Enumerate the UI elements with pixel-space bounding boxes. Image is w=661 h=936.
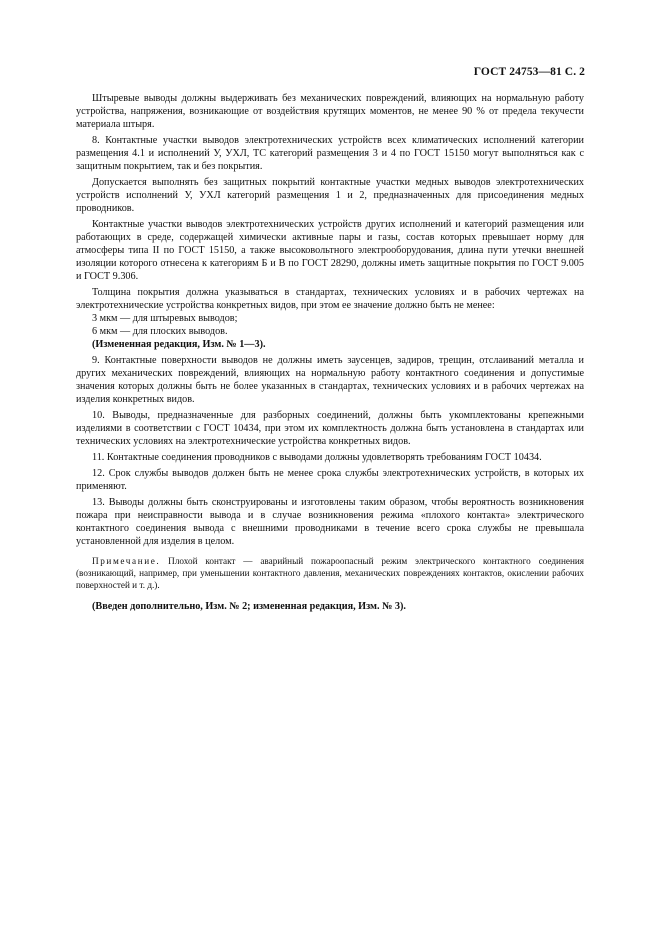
paragraph-clause-11: 11. Контактные соединения проводников с выводами должны удовлетворять требованиям ГОСТ 10434.	[92, 452, 542, 463]
paragraph-protective-coatings: Контактные участки выводов электротехнических устройств других исполнений и категорий размещения или работающих в среде, содержащей химически активные пары и газы, состав которых превышает норму для атмосферы типа II по ГОСТ 15150, а также высоковольтного электрооборудования, длина пути утечки внешней изоляции которого отнесена к категориям Б и В по ГОСТ 28290, должны иметь защитные покрытия по ГОСТ 9.005 и ГОСТ 9.306.	[76, 219, 584, 282]
paragraph-uncoated-copper: Допускается выполнять без защитных покрытий контактные участки медных выводов электротехнических устройств исполнений У, УХЛ категорий размещения 1 и 2, предназначенных для присоединения медных проводников.	[76, 177, 584, 214]
paragraph-clause-13: 13. Выводы должны быть сконструированы и изготовлены таким образом, чтобы вероятность возникновения пожара при неисправности вывода и в случае возникновения режима «плохого контакта» электрического контактного соединения вывода с внешними проводниками в течение всего срока службы не превышала установленной для изделия в целом.	[76, 497, 584, 547]
paragraph-clause-8: 8. Контактные участки выводов электротехнических устройств всех климатических исполнений категории размещения 4.1 и исполнений У, УХЛ, ТС категорий размещения 3 и 4 по ГОСТ 15150 могут выполняться как с защитным покрытием, так и без покрытия.	[76, 135, 584, 172]
paragraph-coating-thickness: Толщина покрытия должна указываться в стандартах, технических условиях и в рабочих чертежах на электротехнические устройства конкретных видов, при этом ее значение должно быть не менее:	[76, 287, 584, 311]
paragraph-clause-9: 9. Контактные поверхности выводов не должны иметь заусенцев, задиров, трещин, отслаиваний металла и других механических повреждений, влияющих на нормальную работу контактного соединения и допустимые значения которых должны быть не более указанных в стандартах, технических условиях и в рабочих чертежах на изделия конкретных видов.	[76, 355, 584, 405]
paragraph-clause-12: 12. Срок службы выводов должен быть не менее срока службы электротехнических устройств, в которых их применяют.	[76, 468, 584, 492]
paragraph-clause-10: 10. Выводы, предназначенные для разборных соединений, должны быть укомплектованы крепежными изделиями в соответствии с ГОСТ 10434, при этом их комплектность должна быть установлена в стандартах или технических условиях на электротехнические устройства конкретных видов.	[76, 410, 584, 447]
note-paragraph	[76, 555, 584, 591]
amendment-note-1-3: (Измененная редакция, Изм. № 1—3).	[92, 339, 266, 350]
paragraph-pin-terminals: Штыревые выводы должны выдерживать без механических повреждений, влияющих на нормальную работу устройства, напряжения, возникающие от воздействия крутящих моментов, не менее 90 % от предела текучести материала штыря.	[76, 93, 584, 130]
amendment-note-2-3: (Введен дополнительно, Изм. № 2; измененная редакция, Изм. № 3).	[92, 601, 406, 612]
list-item-flat-thickness: 6 мкм — для плоских выводов.	[92, 326, 228, 337]
note-text: Плохой контакт — аварийный пожароопасный режим электрического контактного соединения (возникающий, например, при уменьшении контактного давления, механических повреждениях контактов, окислении рабочих поверхностей и т. д.).	[76, 556, 584, 590]
list-item-pin-thickness: 3 мкм — для штыревых выводов;	[92, 313, 238, 324]
note-label: Примечание.	[92, 556, 161, 566]
document-body	[76, 92, 584, 613]
page-header: ГОСТ 24753—81 С. 2	[473, 66, 585, 78]
